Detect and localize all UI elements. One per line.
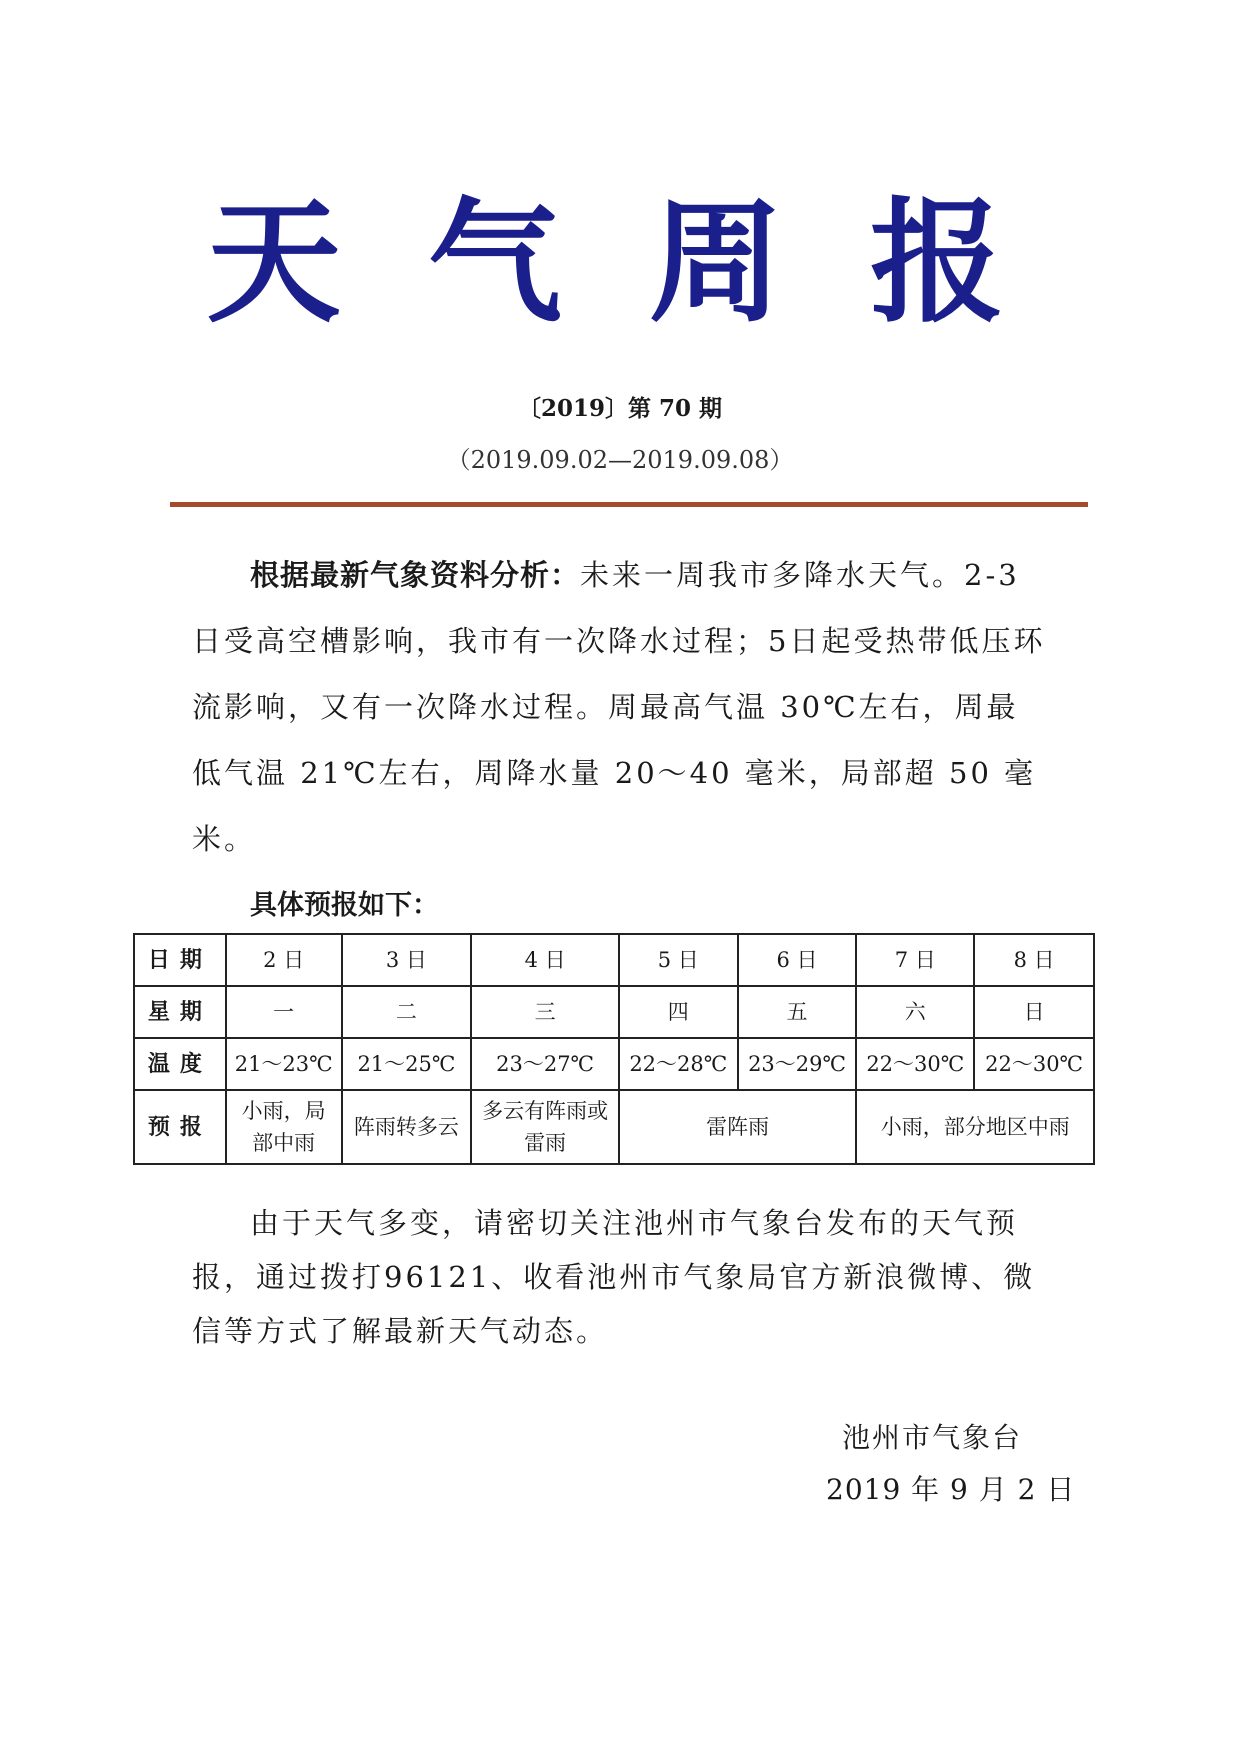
table-row-temperature (134, 1038, 1094, 1090)
weekday-cell: 三 (471, 986, 619, 1038)
row-header-temperature: 温度 (134, 1038, 226, 1090)
row-header-forecast: 预报 (134, 1090, 226, 1164)
temperature-cell: 21～23℃ (226, 1038, 342, 1090)
date-cell: 3 日 (342, 934, 472, 986)
divider-rule (170, 502, 1088, 507)
weekday-cell: 五 (738, 986, 857, 1038)
forecast-cell: 阵雨转多云 (342, 1090, 472, 1164)
temperature-cell: 23～27℃ (471, 1038, 619, 1090)
date-range: （2019.09.02—2019.09.08） (446, 446, 794, 474)
summary-paragraph (192, 542, 1050, 872)
weekday-cell: 一 (226, 986, 342, 1038)
temperature-cell: 22～30℃ (974, 1038, 1094, 1090)
row-header-date: 日期 (134, 934, 226, 986)
forecast-cell: 小雨，局部中雨 (226, 1090, 342, 1164)
issue-number: 〔2019〕第 70 期 (517, 395, 723, 422)
row-header-weekday: 星期 (134, 986, 226, 1038)
masthead-char: 天 (206, 185, 399, 341)
temperature-cell: 22～30℃ (856, 1038, 974, 1090)
temperature-cell: 23～29℃ (738, 1038, 857, 1090)
forecast-cell: 小雨，部分地区中雨 (856, 1090, 1094, 1164)
forecast-cell: 雷阵雨 (619, 1090, 857, 1164)
signature-date: 2019 年 9 月 2 日 (826, 1473, 1076, 1506)
weekday-cell: 日 (974, 986, 1094, 1038)
signature-organization: 池州市气象台 (842, 1421, 1023, 1454)
masthead-title (0, 185, 1240, 341)
masthead-char: 周 (649, 185, 842, 341)
forecast-table (133, 933, 1095, 1165)
masthead-char: 气 (427, 185, 620, 341)
table-row-weekday (134, 986, 1094, 1038)
masthead-char: 报 (870, 185, 1063, 341)
forecast-cell: 多云有阵雨或雷雨 (471, 1090, 619, 1164)
table-row-date (134, 934, 1094, 986)
date-cell: 5 日 (619, 934, 738, 986)
date-cell: 2 日 (226, 934, 342, 986)
closing-paragraph: 由于天气多变，请密切关注池州市气象台发布的天气预报，通过拨打96121、收看池州市气象局官方新浪微博、微信等方式了解最新天气动态。 (192, 1206, 1036, 1348)
weekday-cell: 二 (342, 986, 472, 1038)
date-cell: 4 日 (471, 934, 619, 986)
weekday-cell: 四 (619, 986, 738, 1038)
date-cell: 7 日 (856, 934, 974, 986)
summary-lead: 根据最新气象资料分析： (250, 558, 581, 592)
table-row-forecast (134, 1090, 1094, 1164)
summary-text: 未来一周我市多降水天气。2-3日受高空槽影响，我市有一次降水过程；5日起受热带低压环流影响，又有一次降水过程。周最高气温 30℃左右，周最低气温 21℃左右，周降水量 20～40 毫米，局部超 50 毫米。 (192, 558, 1046, 856)
temperature-cell: 21～25℃ (342, 1038, 472, 1090)
forecast-subheading: 具体预报如下： (250, 890, 439, 921)
date-cell: 6 日 (738, 934, 857, 986)
date-cell: 8 日 (974, 934, 1094, 986)
weekday-cell: 六 (856, 986, 974, 1038)
temperature-cell: 22～28℃ (619, 1038, 738, 1090)
